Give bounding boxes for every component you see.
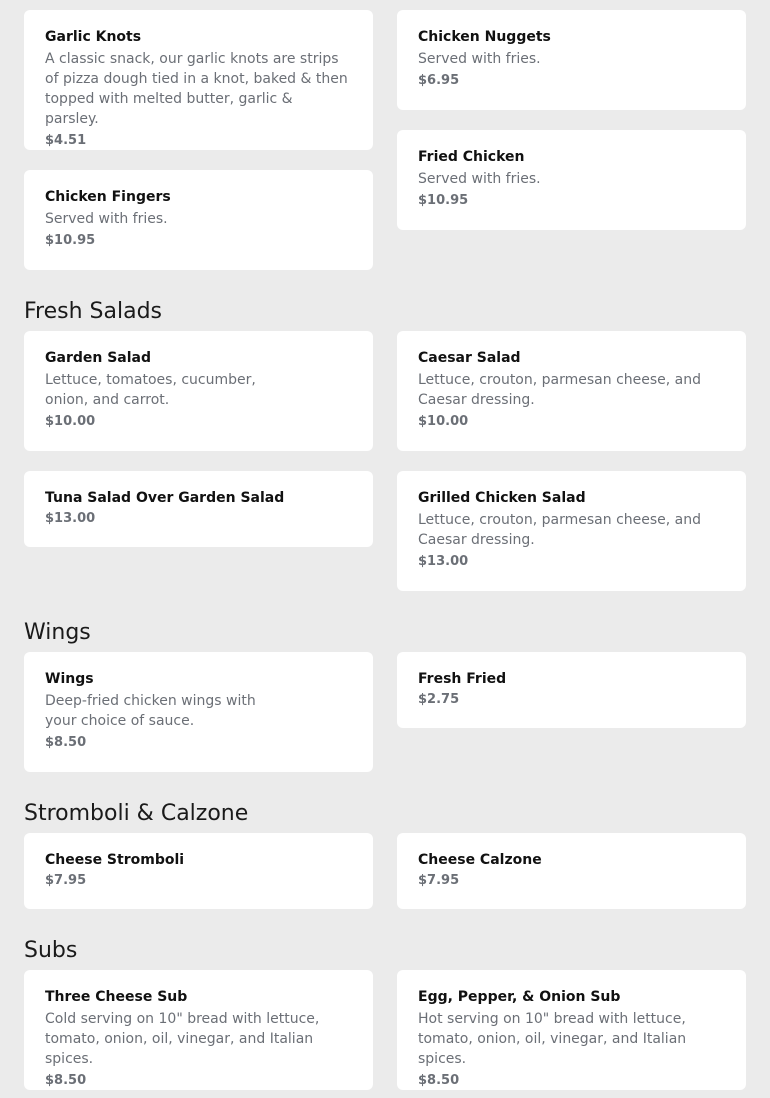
section-title-wings: Wings [24,620,91,645]
section-title-stromboli-calzone: Stromboli & Calzone [24,801,249,826]
item-name: Three Cheese Sub [45,989,188,1005]
item-name: Chicken Fingers [45,189,171,205]
menu-item-card-egg-pepper-onion-sub[interactable] [397,970,746,1090]
item-name: Fried Chicken [418,149,525,165]
item-price: $10.95 [45,233,96,248]
item-description: Lettuce, crouton, parmesan cheese, and Caesar dressing. [418,372,702,408]
item-price: $8.50 [418,1073,460,1088]
item-price: $8.50 [45,1073,87,1088]
item-description: A classic snack, our garlic knots are strips of pizza dough tied in a knot, baked & then topped with melted butter, garlic & parsley. [45,51,348,127]
menu-item-card-grilled-chicken-salad[interactable] [397,471,746,591]
menu-item-card-garden-salad[interactable] [24,331,373,451]
item-name: Garden Salad [45,350,151,366]
item-price: $13.00 [418,554,469,569]
item-name: Grilled Chicken Salad [418,490,586,506]
item-price: $10.95 [418,193,469,208]
item-description: Served with fries. [45,211,168,227]
menu-item-card-cheese-calzone[interactable] [397,833,746,909]
menu-item-card-cheese-stromboli[interactable] [24,833,373,909]
menu-item-card-chicken-fingers[interactable] [24,170,373,270]
menu-item-card-garlic-knots[interactable] [24,10,373,150]
menu-item-card-three-cheese-sub[interactable] [24,970,373,1090]
item-description: Cold serving on 10" bread with lettuce, tomato, onion, oil, vinegar, and Italian spices. [45,1011,320,1067]
menu-item-card-tuna-salad[interactable] [24,471,373,547]
item-name: Caesar Salad [418,350,521,366]
menu-item-card-fresh-fried[interactable] [397,652,746,728]
item-description: Lettuce, crouton, parmesan cheese, and Caesar dressing. [418,512,702,548]
item-description: Hot serving on 10" bread with lettuce, tomato, onion, oil, vinegar, and Italian spices. [418,1011,687,1067]
item-description: Lettuce, tomatoes, cucumber, onion, and carrot. [45,372,256,408]
item-name: Garlic Knots [45,29,142,45]
item-name: Chicken Nuggets [418,29,551,45]
item-price: $10.00 [45,414,96,429]
item-price: $2.75 [418,692,460,707]
item-name: Fresh Fried [418,671,507,687]
item-description: Deep-fried chicken wings with your choice of sauce. [45,693,256,729]
item-price: $13.00 [45,511,96,526]
menu-item-card-fried-chicken[interactable] [397,130,746,230]
item-price: $7.95 [418,873,460,888]
item-price: $7.95 [45,873,87,888]
item-name: Cheese Calzone [418,852,542,868]
item-description: Served with fries. [418,51,541,67]
item-price: $10.00 [418,414,469,429]
item-name: Wings [45,671,94,687]
item-name: Egg, Pepper, & Onion Sub [418,989,621,1005]
section-title-fresh-salads: Fresh Salads [24,299,163,324]
menu-item-card-chicken-nuggets[interactable] [397,10,746,110]
menu-item-card-caesar-salad[interactable] [397,331,746,451]
menu-item-card-wings[interactable] [24,652,373,772]
section-title-subs: Subs [24,938,78,963]
item-name: Cheese Stromboli [45,852,185,868]
item-name: Tuna Salad Over Garden Salad [45,490,285,506]
item-description: Served with fries. [418,171,541,187]
item-price: $6.95 [418,73,460,88]
item-price: $4.51 [45,133,87,148]
item-price: $8.50 [45,735,87,750]
